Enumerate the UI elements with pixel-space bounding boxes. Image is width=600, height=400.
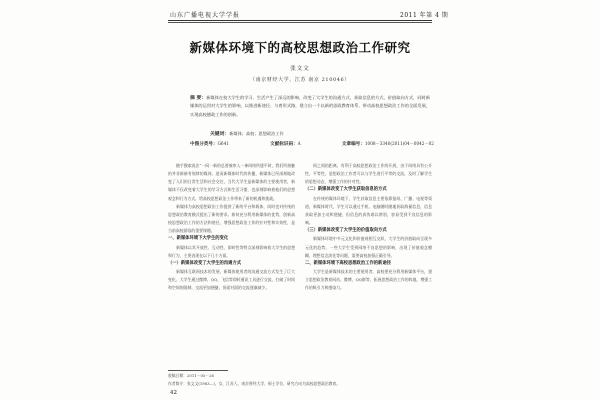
keywords	[210, 130, 284, 137]
abstract-label: 摘 要：	[190, 95, 207, 101]
abstract-text: 新媒体在校大学生的学习、生活产生了深远的影响，改变了大学生的沟通方式、获取信息的方式、价值取向方式，同时新媒体的运用对大学生的影响，以推进新途径、与育形式路，建立出一个以新的思政教育体系，带动高校思想政治工作的全面发展，实现高校德政工作的创新。	[190, 95, 430, 117]
body-paragraph: 大学生是新媒体技术的主要使用者，高校要充分利用新媒体平台，建立思想政治教育网站、微博、QQ群等，拓展思想政治工作的阵地，增强工作的吸引力和感染力。	[305, 269, 432, 291]
body-paragraph: 新媒体环境中多元文化和价值观相互交织，大学生的价值取向呈现多元化的趋势，一些大学生受到网络不良思想的影响，出现了价值观念模糊、理想信念淡化等问题，需要高校加强正确引导。	[305, 236, 432, 258]
issue-label: 2011 年第 4 期	[400, 12, 449, 19]
article-title: 新媒体环境下的高校思想政治工作研究	[189, 40, 411, 55]
body-column-left	[168, 162, 295, 372]
doc-code-value: A	[297, 141, 301, 146]
article-id-label: 文章编号：	[341, 142, 365, 147]
abstract	[190, 94, 430, 119]
journal-name: 山东广播电视大学学报	[170, 12, 241, 19]
author-name: 张文文	[290, 66, 310, 72]
doc-code-field	[270, 141, 301, 147]
received-date: 收稿日期：2011－05－26	[168, 373, 214, 378]
body-paragraph: 新媒体以其开放性、互动性、即时性等特点深刻影响着大学生的思想和行为，主要表现在以下几个方面。	[168, 244, 295, 258]
clc-field	[190, 141, 229, 147]
footnote-rule	[168, 370, 228, 371]
body-column-right	[305, 162, 432, 372]
author-note: 作者简介：张文文(1983—)，女，江苏人，南京财经大学，硕士学位，研究方向为高校思想政治教育。	[168, 381, 341, 386]
clc-value: G641	[217, 141, 229, 146]
classification-line	[190, 141, 434, 147]
body-paragraph: 新媒体为高校思想政治工作提供了新的平台和载体，同时也对传统的思想政治教育模式提出了新的要求。如何充分利用新媒体的优势，创新高校思想政治工作的方法和途径，增强思想政治工作的针对性和实效性，是当前高校面临的重要课题。	[168, 203, 295, 234]
article-id-field	[342, 141, 434, 147]
author-affiliation: （南京财经大学，江苏 南京 210046）	[250, 77, 350, 83]
article-id-value: 1008－3340(2011)04－0042－02	[364, 141, 434, 146]
section-heading: （一）新媒体改变了大学生的沟通方式	[168, 260, 242, 266]
keywords-text: 新媒体；高校；思想政治工作	[229, 131, 284, 136]
header-rule	[168, 20, 432, 23]
body-columns	[168, 162, 432, 372]
keywords-label: 关键词：	[210, 131, 230, 137]
body-paragraph: 随手搜索说法“一网一新的总要被审入一神网络所建平时，我们所接触的并非新新有规律的媒体，进而新媒体时代的传播，新媒体已经深刻地改变了人们的日常生活和社会交往，当代大学生是新媒体的主要使用者，新媒体不仅改变着大学生的学习方式和生活习惯，也深刻影响着他们的思想观念和行为方式，给高校思想政治工作带来了新的机遇和挑战。	[168, 163, 295, 201]
section-heading: （二）新媒体改变了大学生获取信息的方式	[305, 187, 387, 193]
body-paragraph: 在传统的媒体环境下，学生获取信息主要依靠报纸、广播、电视等渠道，新媒体时代，学生可以通过手机、电脑随时随地获取海量信息，信息获取更加主动和便捷，但信息的真伪难以辨别，容易受到不良信息的影响。	[305, 195, 432, 226]
clc-label: 中图分类号：	[190, 142, 218, 147]
body-paragraph: 网之间的距离，有利于高校思想政治工作的开展，由于网络具有公开性，平等性，思想政治工作者可以与学生进行平等的交流，及时了解学生的思想动态，增强工作的针对性。	[305, 163, 432, 185]
section-heading: 一、新媒体环境下大学生的变化	[168, 236, 229, 242]
section-heading: （三）新媒体改变了大学生的价值取向方式	[305, 228, 387, 234]
doc-code-label: 文献标识码：	[270, 142, 298, 147]
page-number: 42	[170, 390, 177, 396]
body-paragraph: 新媒体互联网技术的发展，新媒体使用者的沟通交流方式发生了巨大变化，大学生通过微博、QQ、飞信等即时通讯工具进行交流，打破了时间和空间的限制，交流更加便捷，但面对面的交流逐渐减少。	[168, 269, 295, 291]
section-heading: 二、新媒体环境下高校思想政治工作的新途径	[305, 260, 391, 266]
